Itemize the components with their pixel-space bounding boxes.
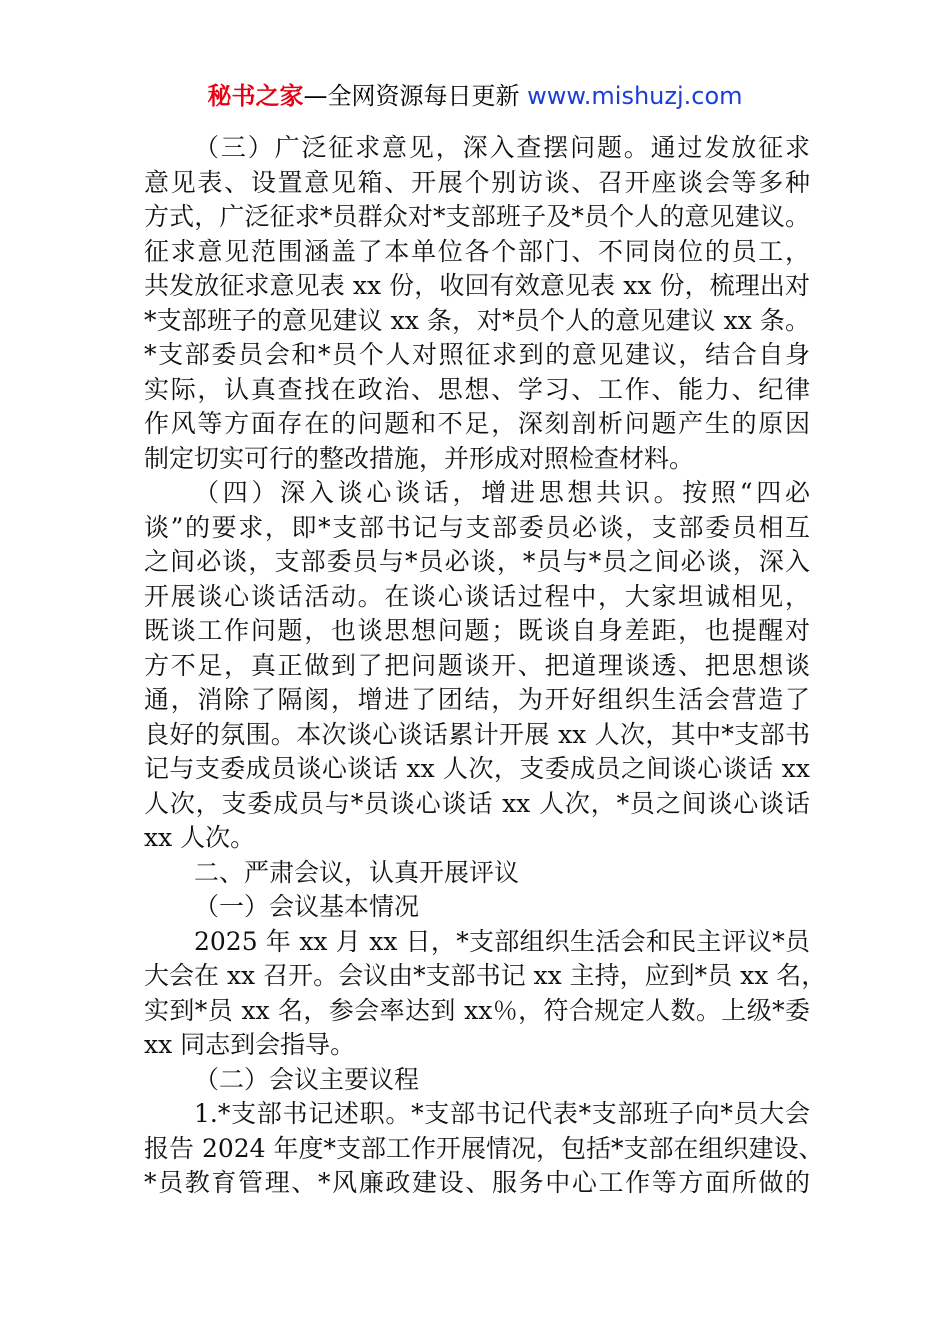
text-line: *员教育管理、*风廉政建设、服务中心工作等方面所做的: [144, 1168, 810, 1197]
text-line: xx 人次。: [144, 823, 256, 852]
text-line: 2025 年 xx 月 xx 日，*支部组织生活会和民主评议*员: [194, 926, 810, 956]
text-line: 良好的氛围。本次谈心谈话累计开展 xx 人次，其中*支部书: [144, 719, 810, 749]
text-line: 实到*员 xx 名，参会率达到 xx％，符合规定人数。上级*委: [144, 995, 810, 1025]
text-line: （四）深入谈心谈话，增进思想共识。按照“四必: [194, 478, 810, 507]
text-line: 意见表、设置意见箱、开展个别访谈、召开座谈会等多种: [144, 167, 810, 197]
text-line: 记与支委成员谈心谈话 xx 人次，支委成员之间谈心谈话 xx: [144, 754, 810, 783]
text-line: 报告 2024 年度*支部工作开展情况，包括*支部在组织建设、: [144, 1133, 824, 1163]
text-line: 既谈工作问题，也谈思想问题；既谈自身差距，也提醒对: [144, 616, 810, 645]
text-line: 人次，支委成员与*员谈心谈话 xx 人次，*员之间谈心谈话: [144, 788, 810, 818]
text-line: 方式，广泛征求*员群众对*支部班子及*员个人的意见建议。: [144, 202, 810, 231]
site-url-link[interactable]: www.mishuzj.com: [527, 82, 743, 110]
text-line: 共发放征求意见表 xx 份，收回有效意见表 xx 份，梳理出对: [144, 271, 810, 300]
text-line: *支部委员会和*员个人对照征求到的意见建议，结合自身: [144, 340, 810, 369]
text-line: 通，消除了隔阂，增进了团结，为开好组织生活会营造了: [144, 685, 810, 714]
text-line: 开展谈心谈话活动。在谈心谈话过程中，大家坦诚相见，: [144, 581, 810, 611]
text-line: 二、严肃会议，认真开展评议: [194, 857, 520, 887]
site-header: [0, 80, 950, 112]
site-brand: 秘书之家: [207, 82, 304, 110]
text-line: （一）会议基本情况: [194, 892, 420, 921]
text-line: 方不足，真正做到了把问题谈开、把道理谈透、把思想谈: [144, 650, 810, 680]
text-line: 1.*支部书记述职。*支部书记代表*支部班子向*员大会: [194, 1099, 810, 1128]
text-line: 大会在 xx 召开。会议由*支部书记 xx 主持，应到*员 xx 名，: [144, 961, 827, 990]
text-line: *支部班子的意见建议 xx 条，对*员个人的意见建议 xx 条。: [144, 305, 810, 335]
text-line: 征求意见范围涵盖了本单位各个部门、不同岗位的员工，: [144, 236, 810, 266]
text-line: （二）会议主要议程: [194, 1064, 420, 1094]
text-line: 作风等方面存在的问题和不足，深刻剖析问题产生的原因: [144, 409, 810, 438]
text-line: （三）广泛征求意见，深入查摆问题。通过发放征求: [194, 133, 810, 162]
text-line: xx 同志到会指导。: [144, 1030, 356, 1059]
site-slogan: —全网资源每日更新: [303, 82, 520, 110]
text-line: 之间必谈，支部委员与*员必谈，*员与*员之间必谈，深入: [144, 547, 810, 576]
document-body: [144, 131, 827, 1201]
text-line: 实际，认真查找在政治、思想、学习、工作、能力、纪律: [144, 374, 810, 404]
text-line: 谈”的要求，即*支部书记与支部委员必谈，支部委员相互: [144, 512, 810, 542]
text-line: 制定切实可行的整改措施，并形成对照检查材料。: [144, 443, 695, 473]
